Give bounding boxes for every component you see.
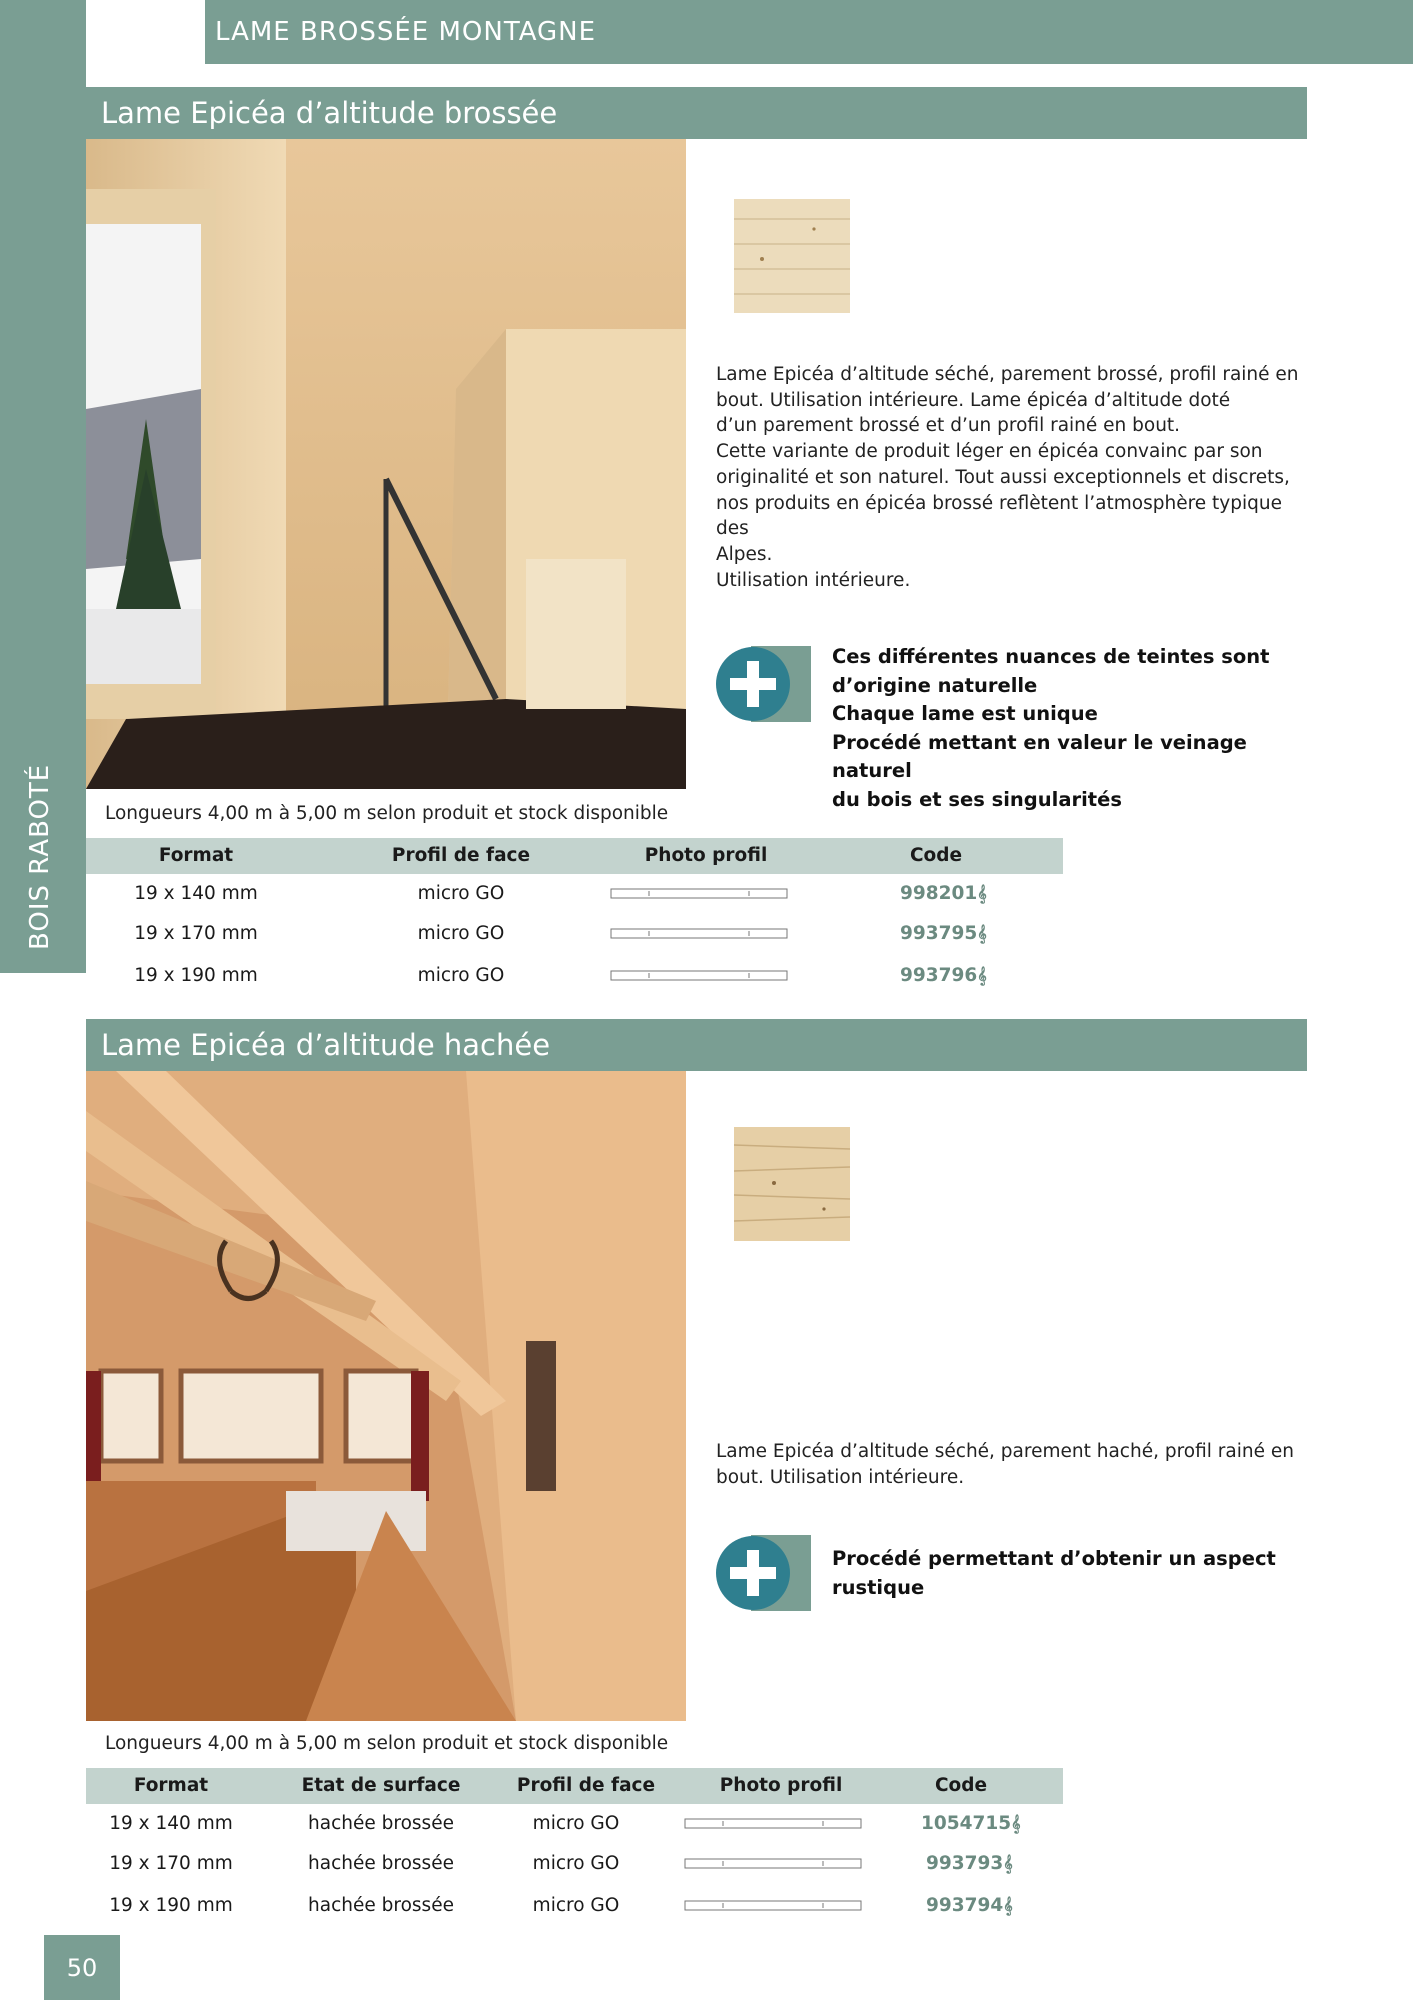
table-header [86, 838, 1063, 874]
code-link[interactable] [926, 1886, 1056, 1926]
table-row [86, 1844, 1063, 1884]
description-line: Lame Epicéa d’altitude séché, parement haché, profil rainé en [716, 1441, 1294, 1462]
description-line: originalité et son naturel. Tout aussi exceptionnels et discrets, [716, 466, 1290, 488]
section-title-hachee: Lame Epicéa d’altitude hachée [86, 1019, 1307, 1071]
col-profil: Profil de face [516, 1775, 656, 1796]
plus-icon [715, 646, 811, 722]
table-row [86, 914, 1063, 954]
code-link[interactable] [900, 914, 1020, 954]
product-code[interactable]: 993793 [926, 1853, 1004, 1874]
texture-swatch-brossee [734, 199, 850, 313]
product-code[interactable]: 998201 [900, 883, 978, 904]
description-line: nos produits en épicéa brossé reflètent l’atmosphère typique des [716, 492, 1282, 540]
col-format: Format [133, 1775, 209, 1796]
description-hachee [716, 1439, 1306, 1490]
cell-format: 19 x 190 mm [109, 1895, 233, 1916]
cell-profil: micro GO [532, 1813, 620, 1834]
col-profil: Profil de face [391, 845, 531, 866]
section-title-brossee: Lame Epicéa d’altitude brossée [86, 87, 1307, 139]
code-link[interactable] [900, 956, 1020, 996]
col-code: Code [934, 1775, 988, 1796]
col-photo-profil: Photo profil [719, 1775, 843, 1796]
link-icon: 𝄞 [977, 924, 987, 943]
highlight-line: rustique [832, 1575, 925, 1599]
highlight-line: du bois et ses singularités [832, 787, 1122, 811]
highlight-line: Procédé permettant d’obtenir un aspect [832, 1547, 1276, 1570]
cell-format: 19 x 140 mm [134, 883, 258, 904]
highlight-line: d’origine naturelle [832, 673, 1038, 697]
link-icon: 𝄞 [1011, 1814, 1021, 1833]
col-surface: Etat de surface [301, 1775, 461, 1796]
cell-surface: hachée brossée [308, 1895, 454, 1916]
cell-surface: hachée brossée [308, 1813, 454, 1834]
description-line: Alpes. [716, 543, 773, 565]
photo-interior-hachee [86, 1071, 686, 1721]
product-code[interactable]: 993795 [900, 923, 978, 944]
description-line: bout. Utilisation intérieure. [716, 1466, 965, 1488]
description-line: Lame Epicéa d’altitude séché, parement brossé, profil rainé en [716, 364, 1299, 385]
link-icon: 𝄞 [977, 884, 987, 903]
description-line: Utilisation intérieure. [716, 569, 911, 591]
cell-surface: hachée brossée [308, 1853, 454, 1874]
texture-swatch-hachee [734, 1127, 850, 1241]
product-code[interactable]: 993796 [900, 965, 978, 986]
link-icon: 𝄞 [1003, 1854, 1013, 1873]
lengths-note: Longueurs 4,00 m à 5,00 m selon produit et stock disponible [105, 1733, 669, 1754]
sidebar-label: BOIS RABOTÉ [25, 763, 55, 950]
highlights-brossee [832, 643, 1302, 814]
highlights-hachee [832, 1545, 1302, 1602]
highlight-line: Chaque lame est unique [832, 702, 1098, 725]
cell-profil: micro GO [532, 1853, 620, 1874]
product-code[interactable]: 993794 [926, 1895, 1004, 1916]
cell-profil: micro GO [417, 965, 505, 986]
cell-profil: micro GO [417, 923, 505, 944]
highlight-line: Ces différentes nuances de teintes sont [832, 645, 1270, 668]
table-header [86, 1768, 1063, 1804]
link-icon: 𝄞 [977, 966, 987, 985]
profile-drawing-icon [609, 966, 789, 986]
link-icon: 𝄞 [1003, 1896, 1013, 1915]
col-format: Format [158, 845, 234, 866]
description-line: bout. Utilisation intérieure. Lame épicéa d’altitude doté [716, 389, 1231, 411]
lengths-note: Longueurs 4,00 m à 5,00 m selon produit et stock disponible [105, 803, 669, 824]
profile-drawing-icon [609, 924, 789, 944]
table-row [86, 1804, 1063, 1844]
page-header: LAME BROSSÉE MONTAGNE [205, 0, 1413, 64]
profile-drawing-icon [683, 1854, 863, 1874]
profile-drawing-icon [683, 1814, 863, 1834]
col-code: Code [909, 845, 963, 866]
cell-format: 19 x 190 mm [134, 965, 258, 986]
table-row [86, 956, 1063, 996]
profile-drawing-icon [683, 1896, 863, 1916]
highlight-line: Procédé mettant en valeur le veinage naturel [832, 730, 1247, 782]
table-row [86, 874, 1063, 914]
col-photo-profil: Photo profil [644, 845, 768, 866]
code-link[interactable] [921, 1804, 1051, 1844]
cell-format: 19 x 170 mm [109, 1853, 233, 1874]
table-row [86, 1886, 1063, 1926]
product-code[interactable]: 1054715 [921, 1813, 1012, 1834]
profile-drawing-icon [609, 884, 789, 904]
page-number: 50 [44, 1935, 120, 2000]
cell-profil: micro GO [417, 883, 505, 904]
description-line: Cette variante de produit léger en épicéa convainc par son [716, 441, 1263, 463]
plus-icon [715, 1535, 811, 1611]
photo-interior-brossee [86, 139, 686, 789]
cell-format: 19 x 140 mm [109, 1813, 233, 1834]
code-link[interactable] [926, 1844, 1056, 1884]
cell-format: 19 x 170 mm [134, 923, 258, 944]
cell-profil: micro GO [532, 1895, 620, 1916]
description-brossee [716, 362, 1306, 593]
description-line: d’un parement brossé et d’un profil rainé en bout. [716, 415, 1181, 437]
code-link[interactable] [900, 874, 1020, 914]
